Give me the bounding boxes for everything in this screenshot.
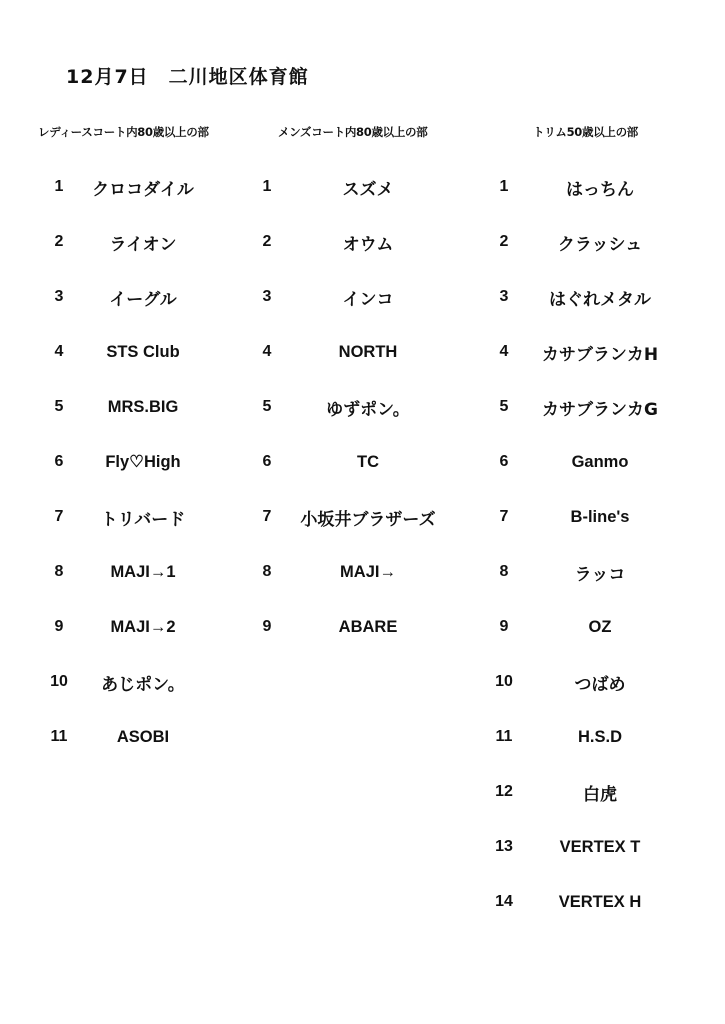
team-name: 白虎 xyxy=(583,784,617,805)
team-name: カサブランカG xyxy=(542,399,658,420)
team-name: VERTEX T xyxy=(559,837,641,856)
team-row xyxy=(486,667,678,697)
team-number: 1 xyxy=(262,178,272,195)
team-row xyxy=(486,777,678,807)
team-number: 1 xyxy=(54,178,64,195)
team-row xyxy=(252,502,454,532)
team-name: ラッコ xyxy=(574,564,626,585)
team-name: スズメ xyxy=(342,179,394,200)
team-number: 7 xyxy=(54,508,64,525)
team-number: 8 xyxy=(54,563,64,580)
team-row xyxy=(40,392,208,422)
team-row xyxy=(40,557,208,587)
team-row xyxy=(486,282,678,312)
team-name: つばめ xyxy=(574,674,626,695)
team-number: 5 xyxy=(262,398,272,415)
team-name: Ganmo xyxy=(571,452,629,471)
team-name: オウム xyxy=(342,234,394,255)
team-number: 6 xyxy=(262,453,272,470)
team-row xyxy=(486,392,678,422)
team-row xyxy=(252,557,454,587)
team-name: B-line's xyxy=(570,507,630,526)
team-row xyxy=(252,282,454,312)
team-row xyxy=(252,172,454,202)
team-name: はっちん xyxy=(566,179,634,200)
team-row xyxy=(40,227,208,257)
team-row xyxy=(252,447,454,477)
team-number: 10 xyxy=(495,673,513,690)
team-name: はぐれメタル xyxy=(549,289,651,310)
team-name: トリバード xyxy=(100,509,186,530)
team-row xyxy=(486,832,678,862)
team-number: 9 xyxy=(499,618,509,635)
team-number: 11 xyxy=(50,728,68,745)
team-name: MAJI→ xyxy=(340,562,396,581)
team-name: VERTEX H xyxy=(558,892,642,911)
team-name: Fly♡High xyxy=(105,453,181,471)
team-row xyxy=(40,502,208,532)
team-row xyxy=(40,612,208,642)
page-title: 12月7日 二川地区体育館 xyxy=(66,66,309,88)
team-name: クロコダイル xyxy=(92,179,194,200)
team-row xyxy=(252,392,454,422)
team-name: ライオン xyxy=(109,234,177,255)
team-name: H.S.D xyxy=(577,727,622,746)
team-number: 8 xyxy=(262,563,272,580)
team-row xyxy=(486,722,678,752)
team-row xyxy=(252,227,454,257)
team-number: 11 xyxy=(495,728,513,745)
team-number: 2 xyxy=(54,233,64,250)
team-number: 4 xyxy=(499,343,509,360)
team-name: OZ xyxy=(588,617,612,636)
column-header-mens-80: メンズコート内80歳以上の部 xyxy=(278,125,428,139)
team-row xyxy=(40,722,208,752)
team-row xyxy=(252,612,454,642)
team-number: 14 xyxy=(495,893,513,910)
team-row xyxy=(486,612,678,642)
team-number: 6 xyxy=(499,453,509,470)
team-row xyxy=(486,337,678,367)
team-name: NORTH xyxy=(338,342,398,361)
team-number: 7 xyxy=(262,508,272,525)
team-name: イーグル xyxy=(109,289,177,310)
team-number: 5 xyxy=(499,398,509,415)
team-row xyxy=(252,337,454,367)
team-name: ASOBI xyxy=(116,727,170,746)
team-number: 2 xyxy=(499,233,509,250)
team-row xyxy=(486,502,678,532)
column-header-trim-50: トリム50歳以上の部 xyxy=(533,125,639,139)
team-number: 3 xyxy=(262,288,272,305)
team-row xyxy=(40,447,208,477)
team-row xyxy=(40,337,208,367)
team-row xyxy=(486,557,678,587)
team-name: クラッシュ xyxy=(557,234,643,255)
team-row xyxy=(486,447,678,477)
team-row xyxy=(486,887,678,917)
team-name: MAJI→2 xyxy=(110,617,176,636)
team-number: 12 xyxy=(495,783,513,800)
team-number: 4 xyxy=(54,343,64,360)
team-name: ABARE xyxy=(338,617,398,636)
team-number: 7 xyxy=(499,508,509,525)
column-header-ladies-80: レディースコート内80歳以上の部 xyxy=(38,125,209,139)
team-number: 6 xyxy=(54,453,64,470)
team-number: 5 xyxy=(54,398,64,415)
team-number: 8 xyxy=(499,563,509,580)
team-row xyxy=(40,172,208,202)
team-row xyxy=(486,172,678,202)
team-number: 1 xyxy=(499,178,509,195)
team-name: インコ xyxy=(342,289,394,310)
team-number: 2 xyxy=(262,233,272,250)
team-name: MAJI→1 xyxy=(110,562,176,581)
team-number: 9 xyxy=(54,618,64,635)
team-name: ゆずポン。 xyxy=(326,399,410,420)
team-name: カサブランカH xyxy=(541,344,659,365)
team-number: 3 xyxy=(499,288,509,305)
team-name: あじポン。 xyxy=(101,674,185,695)
team-row xyxy=(40,282,208,312)
team-name: STS Club xyxy=(106,342,180,361)
team-row xyxy=(486,227,678,257)
team-name: 小坂井ブラザーズ xyxy=(300,509,436,530)
team-number: 13 xyxy=(495,838,513,855)
team-number: 3 xyxy=(54,288,64,305)
team-number: 10 xyxy=(50,673,68,690)
team-number: 4 xyxy=(262,343,272,360)
team-row xyxy=(40,667,208,697)
team-name: TC xyxy=(357,452,379,471)
team-name: MRS.BIG xyxy=(107,397,179,416)
team-number: 9 xyxy=(262,618,272,635)
